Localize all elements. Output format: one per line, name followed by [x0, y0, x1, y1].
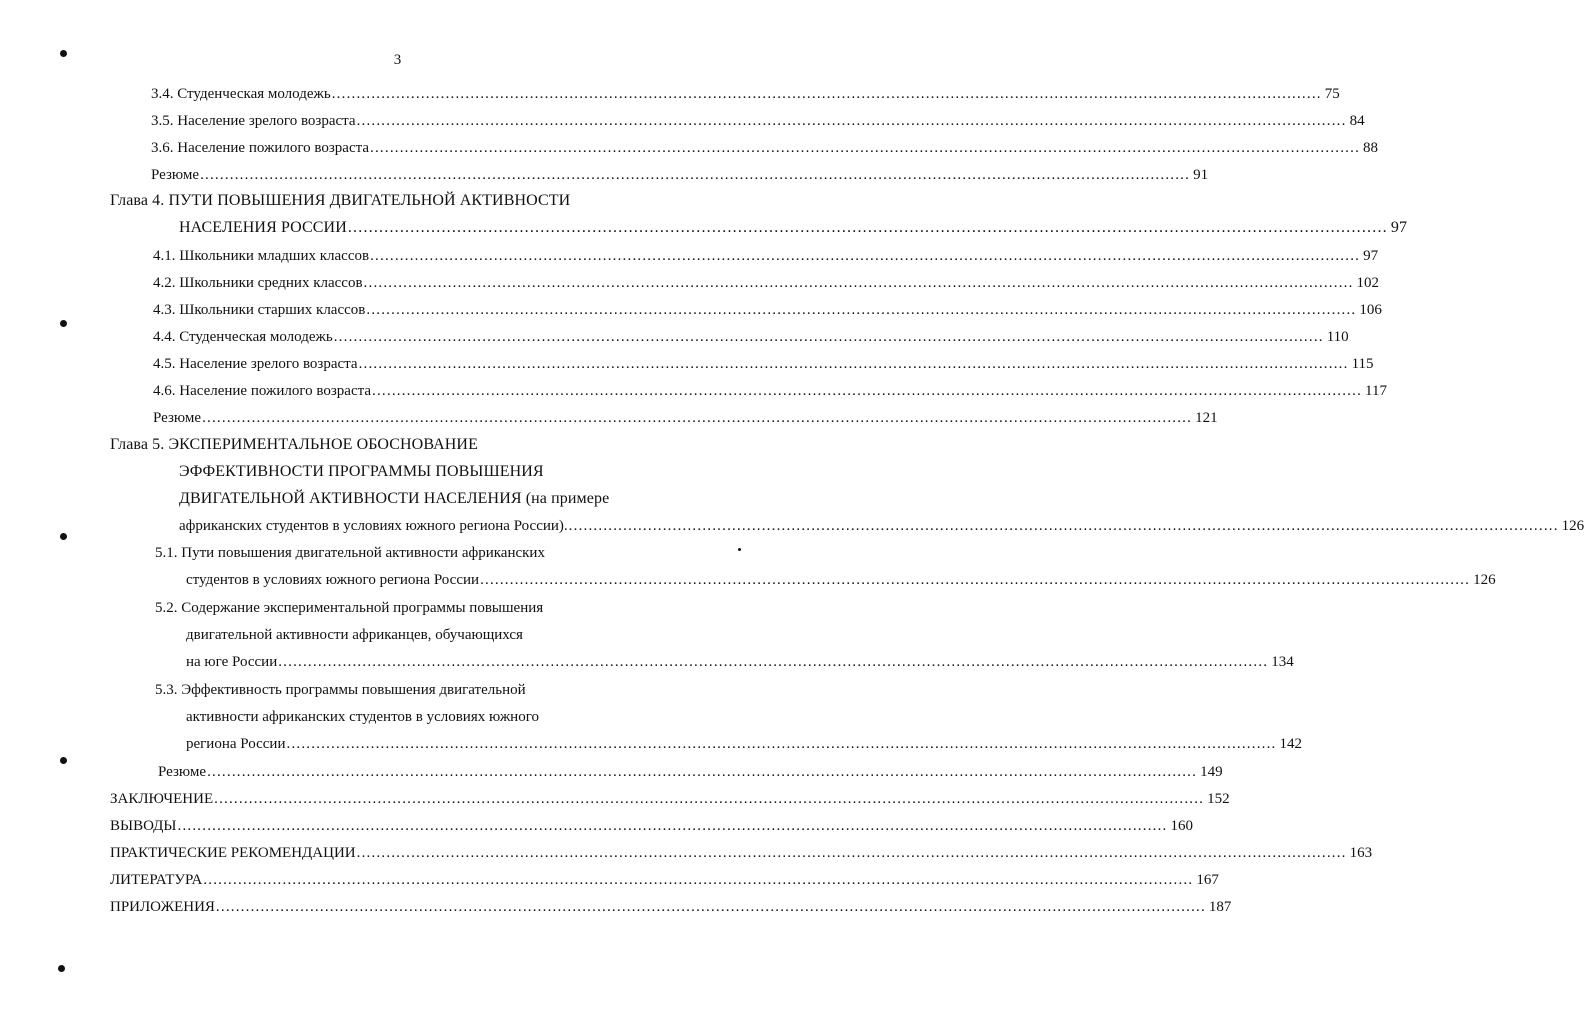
toc-entry-page: 152 [1207, 791, 1230, 807]
scan-speck [738, 548, 741, 551]
toc-entry-4-5[interactable] [153, 353, 1374, 375]
toc-chapter-4-heading[interactable] [110, 190, 697, 212]
toc-entry-conclusion[interactable] [110, 788, 1230, 810]
dot-leader: ........................................................................................................................................................................................................ [366, 302, 1357, 318]
toc-entry-title: ВЫВОДЫ [110, 818, 177, 834]
toc-entry-page: 97 [1363, 248, 1379, 264]
toc-entry-4-4[interactable] [153, 326, 1349, 348]
dot-leader: ........................................................................................................................................................................................................ [200, 167, 1191, 183]
toc-entry-page: 134 [1271, 654, 1294, 670]
toc-entry-title: ДВИГАТЕЛЬНОЙ АКТИВНОСТИ НАСЕЛЕНИЯ (на примере [179, 490, 610, 507]
toc-entry-title: двигательной активности африканцев, обучающихся [186, 627, 523, 643]
dot-leader: ........................................................................................................................................................................................................ [363, 275, 1354, 291]
dot-leader: ........................................................................................................................................................................................................ [214, 791, 1205, 807]
dot-leader: ........................................................................................................................................................................................................ [202, 410, 1193, 426]
toc-chapter-5-heading-cont-2[interactable] [179, 488, 697, 510]
toc-entry-title: ЭФФЕКТИВНОСТИ ПРОГРАММЫ ПОВЫШЕНИЯ [179, 463, 544, 480]
toc-entry-page: 75 [1324, 86, 1340, 102]
toc-entry-appendices[interactable] [110, 896, 1232, 918]
scan-mark [60, 757, 67, 764]
scan-mark [60, 50, 67, 57]
toc-entry-title: 3.5. Население зрелого возраста [151, 113, 356, 129]
toc-entry-title: 4.2. Школьники средних классов [153, 275, 363, 291]
dot-leader: ........................................................................................................................................................................................................ [370, 140, 1361, 156]
toc-entry-page: 187 [1208, 899, 1232, 915]
toc-entry-title: Глава 4. ПУТИ ПОВЫШЕНИЯ ДВИГАТЕЛЬНОЙ АКТИВНОСТИ [110, 192, 571, 209]
toc-entry-page: 121 [1195, 410, 1218, 426]
toc-entry-page: 97 [1390, 219, 1408, 236]
dot-leader: ........................................................................................................................................................................................................ [177, 818, 1168, 834]
toc-entry-title: ПРИЛОЖЕНИЯ [110, 899, 215, 915]
toc-entry-5-3-cont-2[interactable] [186, 733, 1302, 755]
toc-entry-5-1-cont[interactable] [186, 569, 1496, 591]
toc-entry-page: 142 [1279, 736, 1302, 752]
toc-entry-page: 126 [1473, 572, 1496, 588]
scan-mark [60, 320, 67, 327]
dot-leader: ........................................................................................................................................................................................................ [480, 572, 1471, 588]
dot-leader: ........................................................................................................................................................................................................ [215, 899, 1206, 915]
toc-entry-summary-4[interactable] [153, 407, 1218, 429]
dot-leader: ........................................................................................................................................................................................................ [370, 248, 1361, 264]
dot-leader: ........................................................................................................................................................................................................ [568, 518, 1559, 534]
toc-entry-title: 5.2. Содержание экспериментальной программы повышения [155, 600, 544, 616]
toc-entry-page: 167 [1196, 872, 1219, 888]
toc-entry-page: 160 [1170, 818, 1193, 834]
toc-entry-4-2[interactable] [153, 272, 1380, 294]
toc-entry-title: 3.6. Население пожилого возраста [151, 140, 370, 156]
toc-entry-title: 4.5. Население зрелого возраста [153, 356, 358, 372]
page-number: 3 [393, 52, 402, 68]
toc-entry-title: на юге России [186, 654, 278, 670]
toc-entry-3-6[interactable] [151, 137, 1379, 159]
toc-entry-title: НАСЕЛЕНИЯ РОССИИ [179, 219, 347, 236]
toc-entry-recommendations[interactable] [110, 842, 1373, 864]
dot-leader: ........................................................................................................................................................................................................ [356, 113, 1347, 129]
toc-entry-title: 4.1. Школьники младших классов [153, 248, 370, 264]
toc-entry-title: 4.4. Студенческая молодежь [153, 329, 333, 345]
toc-entry-title: Глава 5. ЭКСПЕРИМЕНТАЛЬНОЕ ОБОСНОВАНИЕ [110, 436, 478, 453]
toc-entry-title: 5.1. Пути повышения двигательной активности африканских [155, 545, 545, 561]
toc-entry-summary-3[interactable] [151, 164, 1209, 186]
toc-entry-title: 4.6. Население пожилого возраста [153, 383, 372, 399]
toc-chapter-5-heading-cont-1[interactable] [179, 461, 697, 483]
toc-entry-literature[interactable] [110, 869, 1219, 891]
toc-entry-5-3-cont-1[interactable] [186, 706, 697, 728]
toc-entry-3-4[interactable] [151, 83, 1340, 105]
toc-entry-findings[interactable] [110, 815, 1193, 837]
toc-entry-page: 84 [1349, 113, 1365, 129]
toc-entry-page: 126 [1561, 518, 1584, 534]
scan-mark [58, 965, 65, 972]
toc-entry-page: 163 [1349, 845, 1373, 861]
toc-entry-title: Резюме [158, 764, 207, 780]
toc-entry-title: активности африканских студентов в условиях южного [186, 709, 539, 725]
dot-leader: ........................................................................................................................................................................................................ [358, 356, 1349, 372]
scan-mark [60, 533, 67, 540]
toc-entry-page: 117 [1365, 383, 1387, 399]
toc-entry-page: 102 [1356, 275, 1380, 291]
toc-entry-title: студентов в условиях южного региона России [186, 572, 480, 588]
toc-entry-5-3[interactable] [155, 679, 697, 701]
toc-entry-title: 5.3. Эффективность программы повышения двигательной [155, 682, 526, 698]
toc-entry-4-3[interactable] [153, 299, 1382, 321]
dot-leader: ........................................................................................................................................................................................................ [207, 764, 1198, 780]
toc-entry-5-2[interactable] [155, 597, 697, 619]
toc-entry-title: Резюме [151, 167, 200, 183]
toc-entry-title: 4.3. Школьники старших классов [153, 302, 366, 318]
toc-entry-page: 149 [1200, 764, 1223, 780]
toc-entry-page: 110 [1326, 329, 1349, 345]
dot-leader: ........................................................................................................................................................................................................ [331, 86, 1322, 102]
toc-entry-4-6[interactable] [153, 380, 1387, 402]
toc-entry-title: африканских студентов в условиях южного региона России). [179, 518, 568, 534]
toc-entry-title: ЗАКЛЮЧЕНИЕ [110, 791, 214, 807]
toc-entry-3-5[interactable] [151, 110, 1365, 132]
toc-entry-summary-5[interactable] [158, 761, 1223, 783]
toc-entry-title: Резюме [153, 410, 202, 426]
toc-chapter-5-heading-cont-3[interactable] [179, 515, 1584, 537]
dot-leader: ........................................................................................................................................................................................................ [356, 845, 1347, 861]
dot-leader: ........................................................................................................................................................................................................ [203, 872, 1194, 888]
toc-entry-title: 3.4. Студенческая молодежь [151, 86, 331, 102]
dot-leader: ........................................................................................................................................................................................................ [286, 736, 1277, 752]
toc-entry-4-1[interactable] [153, 245, 1379, 267]
toc-chapter-5-heading[interactable] [110, 434, 697, 456]
toc-entry-5-2-cont-2[interactable] [186, 651, 1294, 673]
toc-entry-page: 88 [1363, 140, 1379, 156]
toc-entry-5-1[interactable] [155, 542, 697, 564]
toc-entry-page: 106 [1359, 302, 1382, 318]
dot-leader: ........................................................................................................................................................................................................ [333, 329, 1324, 345]
toc-entry-title: региона России [186, 736, 286, 752]
toc-entry-title: ЛИТЕРАТУРА [110, 872, 203, 888]
toc-entry-page: 115 [1351, 356, 1374, 372]
dot-leader: ........................................................................................................................................................................................................ [278, 654, 1269, 670]
dot-leader: ........................................................................................................................................................................................................ [347, 219, 1388, 236]
toc-chapter-4-heading-cont[interactable] [179, 217, 1408, 239]
toc-entry-5-2-cont-1[interactable] [186, 624, 697, 646]
toc-entry-title: ПРАКТИЧЕСКИЕ РЕКОМЕНДАЦИИ [110, 845, 356, 861]
dot-leader: ........................................................................................................................................................................................................ [372, 383, 1363, 399]
toc-entry-page: 91 [1193, 167, 1209, 183]
